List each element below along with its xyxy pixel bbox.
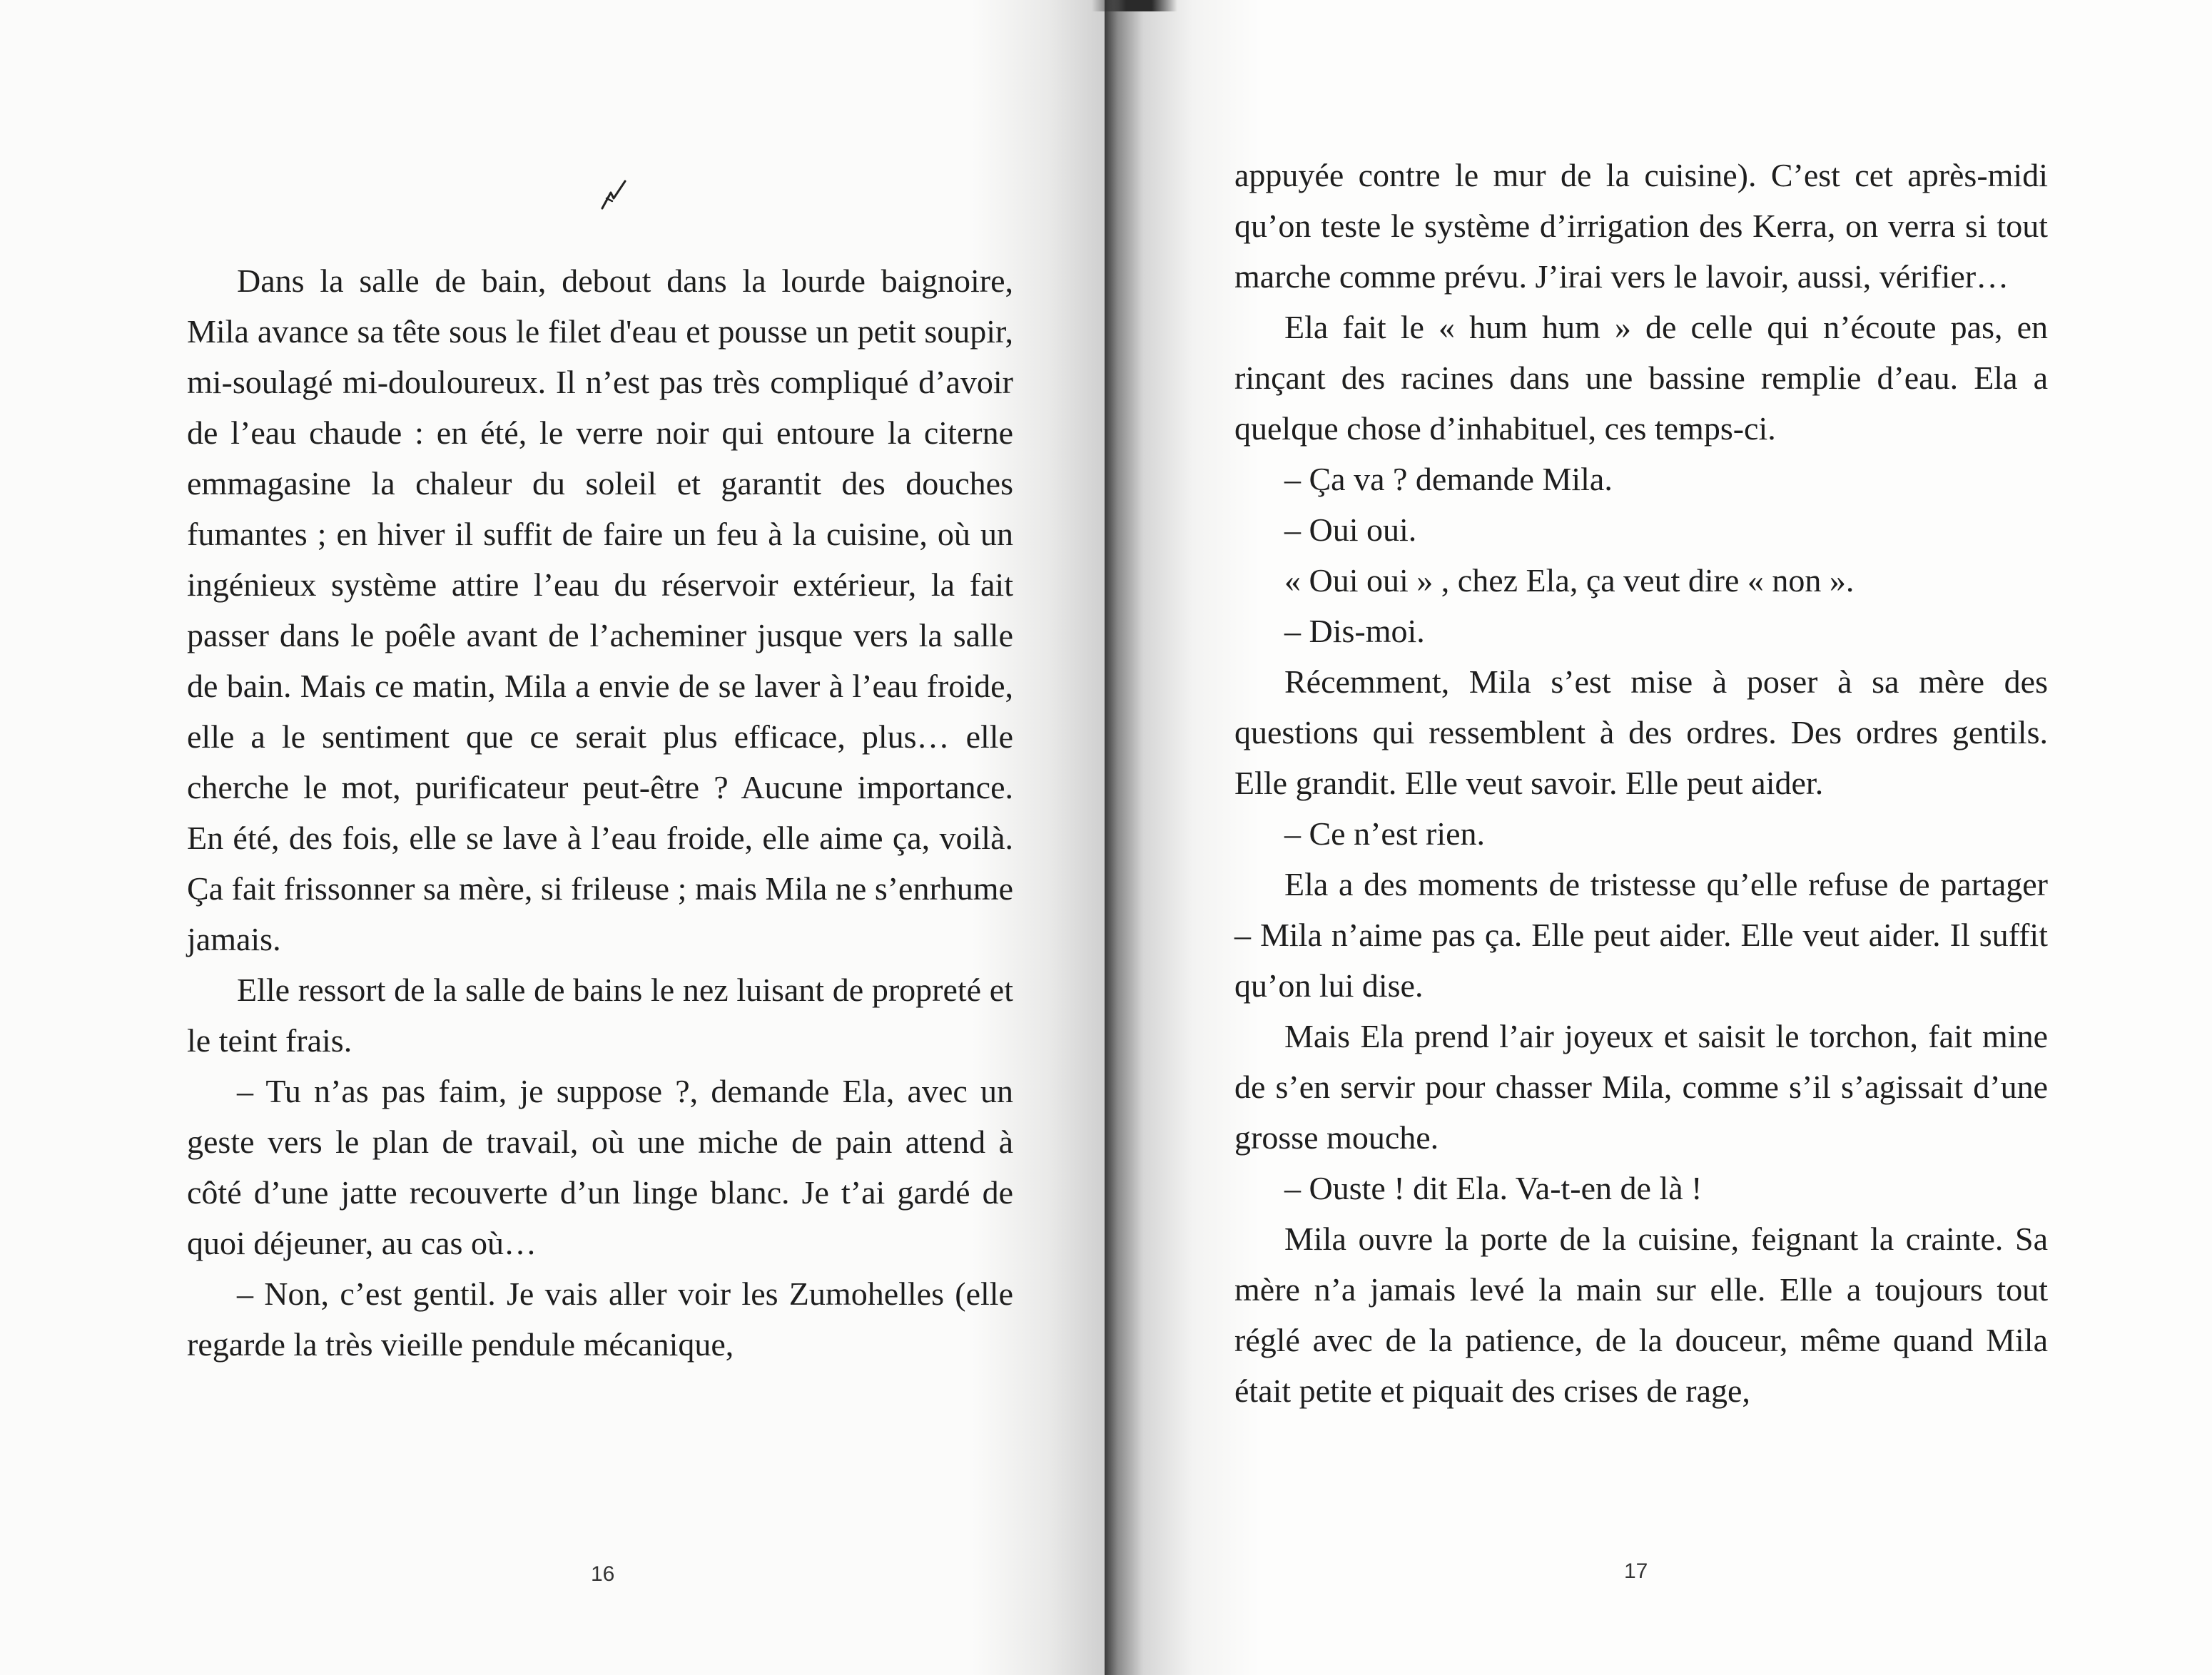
page-number-right: 17 xyxy=(1624,1559,1648,1583)
paragraph: – Dis-moi. xyxy=(1284,613,1425,649)
page-number-left: 16 xyxy=(591,1562,615,1586)
paragraph: – Ouste ! dit Ela. Va-t-en de là ! xyxy=(1284,1170,1703,1206)
paragraph: Ela fait le « hum hum » de celle qui n’écoute pas, en rinçant des racines dans une bassine remplie d’eau. Ela a quelque chose d’inhabituel, ces temps-ci. xyxy=(1234,309,2048,447)
paragraph: Mais Ela prend l’air joyeux et saisit le torchon, fait mine de s’en servir pour chasser Mila, comme s’il s’agissait d’une grosse mouche. xyxy=(1234,1018,2048,1156)
paragraph: appuyée contre le mur de la cuisine). C’est cet après-midi qu’on teste le système d’irrigation des Kerra, on verra si tout marche comme prévu. J’irai vers le lavoir, aussi, vérifier… xyxy=(1234,157,2048,295)
left-page xyxy=(0,0,1105,1675)
paragraph: – Ça va ? demande Mila. xyxy=(1284,461,1613,497)
paragraph: « Oui oui » , chez Ela, ça veut dire « non ». xyxy=(1284,562,1855,599)
left-page-text xyxy=(187,255,1013,1370)
paragraph: – Non, c’est gentil. Je vais aller voir les Zumohelles (elle regarde la très vieille pendule mécanique, xyxy=(187,1276,1013,1363)
paragraph: – Tu n’as pas faim, je suppose ?, demande Ela, avec un geste vers le plan de travail, où une miche de pain attend à côté d’une jatte recouverte d’un linge blanc. Je t’ai gardé de quoi déjeuner, au cas où… xyxy=(187,1073,1013,1261)
paragraph: Dans la salle de bain, debout dans la lourde baignoire, Mila avance sa tête sous le filet d'eau et pousse un petit soupir, mi-soulagé mi-douloureux. Il n’est pas très compliqué d’avoir de l’eau chaude : en été, le verre noir qui entoure la citerne emmagasine la chaleur du soleil et garantit des douches fumantes ; en hiver il suffit de faire un feu à la cuisine, où un ingénieux système attire l’eau du réservoir extérieur, la fait passer dans le poêle avant de l’acheminer jusque vers la salle de bain. Mais ce matin, Mila a envie de se laver à l’eau froide, elle a le sentiment que ce serait plus efficace, plus… elle cherche le mot, purificateur peut-être ? Aucune importance. En été, des fois, elle se lave à l’eau froide, elle aime ça, voilà. Ça fait frissonner sa mère, si frileuse ; mais Mila ne s’enrhume jamais. xyxy=(187,263,1013,957)
paragraph: Ela a des moments de tristesse qu’elle refuse de partager – Mila n’aime pas ça. Elle peut aider. Elle veut aider. Il suffit qu’on lui dise. xyxy=(1234,866,2048,1004)
right-page-text xyxy=(1234,150,2048,1416)
binding-shadow xyxy=(1092,0,1177,11)
paragraph: – Oui oui. xyxy=(1284,511,1417,548)
paragraph: Elle ressort de la salle de bains le nez luisant de propreté et le teint frais. xyxy=(187,972,1013,1059)
paragraph: – Ce n’est rien. xyxy=(1284,815,1486,852)
section-break-ornament-icon xyxy=(597,177,632,213)
paragraph: Récemment, Mila s’est mise à poser à sa mère des questions qui ressemblent à des ordres. Des ordres gentils. Elle grandit. Elle veut savoir. Elle peut aider. xyxy=(1234,663,2048,801)
paragraph: Mila ouvre la porte de la cuisine, feignant la crainte. Sa mère n’a jamais levé la main sur elle. Elle a toujours tout réglé avec de la patience, de la douceur, même quand Mila était petite et piquait des crises de rage, xyxy=(1234,1221,2048,1409)
